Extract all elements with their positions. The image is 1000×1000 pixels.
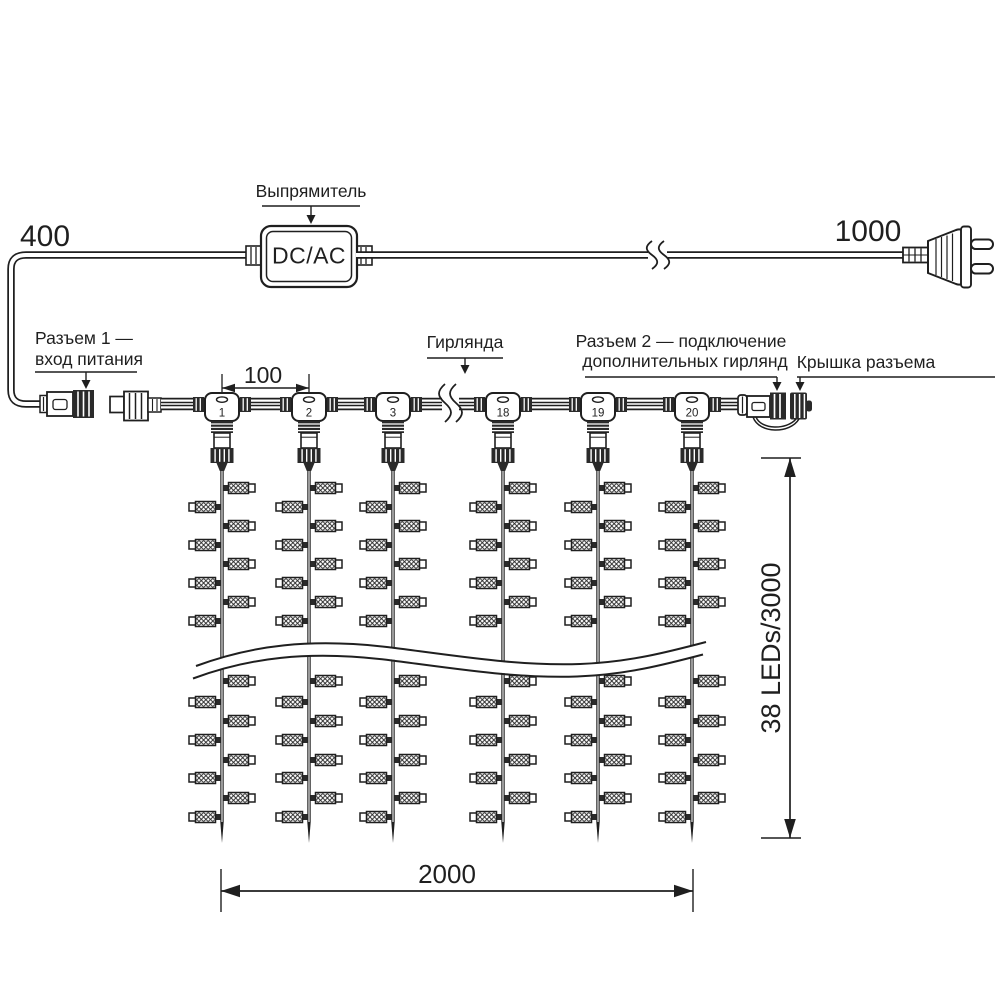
led-lamp-icon xyxy=(565,773,597,784)
led-lamp-icon xyxy=(694,755,726,766)
led-lamp-icon xyxy=(470,812,502,823)
connector2-label-line1: Разъем 2 — подключение xyxy=(575,331,787,351)
drop-3 xyxy=(360,393,426,843)
led-lamp-icon xyxy=(600,676,632,687)
led-lamp-icon xyxy=(600,483,632,494)
led-lamp-icon xyxy=(470,773,502,784)
led-lamp-icon xyxy=(360,812,392,823)
led-lamp-icon xyxy=(505,559,537,570)
led-lamp-icon xyxy=(470,616,502,627)
led-lamp-icon xyxy=(600,559,632,570)
led-lamp-icon xyxy=(565,735,597,746)
led-lamp-icon xyxy=(189,735,221,746)
output-cable xyxy=(356,241,903,269)
dimension-height xyxy=(756,458,801,838)
connector-cap-label: Крышка разъема xyxy=(796,352,936,372)
led-lamp-icon xyxy=(189,812,221,823)
bus-break-icon xyxy=(439,384,462,422)
rectifier-box-label: DC/AC xyxy=(271,242,347,269)
led-lamp-icon xyxy=(360,616,392,627)
led-lamp-icon xyxy=(189,616,221,627)
led-lamp-icon xyxy=(311,559,343,570)
led-lamp-icon xyxy=(395,716,427,727)
led-lamp-icon xyxy=(470,540,502,551)
led-lamp-icon xyxy=(659,502,691,513)
led-lamp-icon xyxy=(659,540,691,551)
connector1-label-line2: вход питания xyxy=(35,349,143,369)
led-lamp-icon xyxy=(224,483,256,494)
label-garland xyxy=(427,332,504,374)
led-lamp-icon xyxy=(395,676,427,687)
led-lamp-icon xyxy=(224,755,256,766)
drop-20 xyxy=(659,393,725,843)
connector2-icon xyxy=(770,393,786,420)
label-connector1 xyxy=(35,328,143,389)
dimension-2000 xyxy=(221,859,693,912)
led-lamp-icon xyxy=(189,502,221,513)
led-lamp-icon xyxy=(311,793,343,804)
led-lamp-icon xyxy=(224,793,256,804)
curtain-break-wave xyxy=(193,642,706,679)
rectifier-arrow xyxy=(307,215,316,224)
led-lamp-icon xyxy=(276,697,308,708)
led-lamp-icon xyxy=(505,676,537,687)
connector2-assembly xyxy=(738,393,812,431)
cable-break-icon xyxy=(647,241,670,269)
connector2-arrow xyxy=(773,382,782,391)
plug-pin-bottom xyxy=(971,264,993,274)
power-plug-icon xyxy=(903,227,993,288)
led-lamp-icon xyxy=(189,578,221,589)
connector1-arrow xyxy=(82,380,91,389)
led-lamp-icon xyxy=(600,793,632,804)
led-lamp-icon xyxy=(505,716,537,727)
led-lamp-icon xyxy=(360,578,392,589)
led-lamp-icon xyxy=(659,812,691,823)
label-connector-cap xyxy=(796,352,996,391)
led-lamp-icon xyxy=(276,773,308,784)
led-lamp-icon xyxy=(470,502,502,513)
connector1-label-line1: Разъем 1 — xyxy=(35,328,133,348)
drop-18 xyxy=(470,393,536,843)
led-lamp-icon xyxy=(395,521,427,532)
led-lamp-icon xyxy=(311,597,343,608)
led-lamp-icon xyxy=(659,616,691,627)
led-lamp-icon xyxy=(470,697,502,708)
led-lamp-icon xyxy=(505,793,537,804)
plug-pin-top xyxy=(971,240,993,250)
led-lamp-icon xyxy=(659,578,691,589)
garland-arrow xyxy=(461,365,470,374)
drop-2 xyxy=(276,393,342,843)
label-rectifier xyxy=(256,181,367,224)
led-lamp-icon xyxy=(311,483,343,494)
led-lamp-icon xyxy=(694,676,726,687)
led-lamp-icon xyxy=(311,521,343,532)
led-lamp-icon xyxy=(311,755,343,766)
label-connector2 xyxy=(576,331,788,391)
led-lamp-icon xyxy=(224,716,256,727)
led-lamp-icon xyxy=(694,793,726,804)
led-lamp-icon xyxy=(360,502,392,513)
connector2-label-line2: дополнительных гирлянд xyxy=(582,351,788,371)
led-lamp-icon xyxy=(565,540,597,551)
led-lamp-icon xyxy=(224,597,256,608)
led-lamp-icon xyxy=(189,697,221,708)
led-lamp-icon xyxy=(565,697,597,708)
led-lamp-icon xyxy=(276,812,308,823)
led-lamp-icon xyxy=(470,735,502,746)
led-lamp-icon xyxy=(189,540,221,551)
led-lamp-icon xyxy=(659,735,691,746)
led-lamp-icon xyxy=(276,616,308,627)
connector-cap-arrow xyxy=(796,382,805,391)
led-lamp-icon xyxy=(276,502,308,513)
led-lamp-icon xyxy=(565,578,597,589)
led-lamp-icon xyxy=(600,755,632,766)
led-lamp-icon xyxy=(505,483,537,494)
led-lamp-icon xyxy=(276,578,308,589)
led-lamp-icon xyxy=(600,716,632,727)
led-lamp-icon xyxy=(224,676,256,687)
led-lamp-icon xyxy=(311,716,343,727)
width-value: 2000 xyxy=(418,859,476,889)
led-lamp-icon xyxy=(360,735,392,746)
led-lamp-icon xyxy=(470,578,502,589)
drop-number: 3 xyxy=(389,407,397,420)
drop-number: 1 xyxy=(218,407,226,420)
drop-19 xyxy=(565,393,631,843)
drop-number: 19 xyxy=(591,407,605,420)
led-lamp-icon xyxy=(360,773,392,784)
curtain-strings xyxy=(189,393,725,843)
led-lamp-icon xyxy=(505,521,537,532)
led-lamp-icon xyxy=(600,597,632,608)
drop-number: 18 xyxy=(496,407,510,420)
led-lamp-icon xyxy=(360,697,392,708)
led-lamp-icon xyxy=(565,502,597,513)
led-lamp-icon xyxy=(395,559,427,570)
led-lamp-icon xyxy=(395,793,427,804)
led-lamp-icon xyxy=(360,540,392,551)
height-value: 38 LEDs/3000 xyxy=(756,562,786,734)
drop-1 xyxy=(189,393,255,843)
led-lamp-icon xyxy=(694,521,726,532)
led-lamp-icon xyxy=(505,755,537,766)
led-lamp-icon xyxy=(600,521,632,532)
led-lamp-icon xyxy=(276,735,308,746)
led-lamp-icon xyxy=(694,559,726,570)
cable-length-1000: 1000 xyxy=(834,215,902,248)
led-lamp-icon xyxy=(311,676,343,687)
led-lamp-icon xyxy=(395,755,427,766)
cable-length-400: 400 xyxy=(19,220,71,253)
led-lamp-icon xyxy=(276,540,308,551)
led-lamp-icon xyxy=(659,773,691,784)
rectifier-label: Выпрямитель xyxy=(255,181,367,201)
led-lamp-icon xyxy=(694,597,726,608)
garland-label: Гирлянда xyxy=(426,332,504,352)
led-lamp-icon xyxy=(224,521,256,532)
drop-number: 2 xyxy=(305,407,313,420)
led-lamp-icon xyxy=(565,616,597,627)
connector1-female-icon xyxy=(110,392,161,421)
rectifier-box xyxy=(246,226,372,287)
led-lamp-icon xyxy=(395,483,427,494)
led-lamp-icon xyxy=(565,812,597,823)
led-lamp-icon xyxy=(694,483,726,494)
drop-number: 20 xyxy=(685,407,699,420)
led-lamp-icon xyxy=(395,597,427,608)
led-lamp-icon xyxy=(659,697,691,708)
box-left-grommet xyxy=(246,246,262,265)
led-lamp-icon xyxy=(224,559,256,570)
led-lamp-icon xyxy=(505,597,537,608)
led-lamp-icon xyxy=(694,716,726,727)
connector1-male-icon xyxy=(40,390,94,418)
led-lamp-icon xyxy=(189,773,221,784)
spacing-value: 100 xyxy=(243,362,283,388)
